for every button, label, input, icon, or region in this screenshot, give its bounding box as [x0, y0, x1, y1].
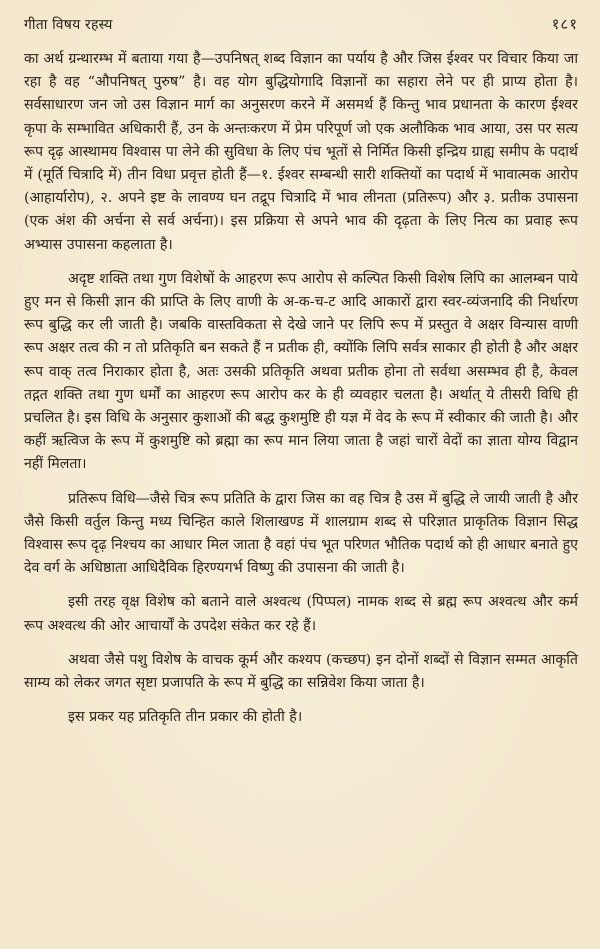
- paragraph-3: प्रतिरूप विधि—जैसे चित्र रूप प्रतिति के द्वारा जिस का वह चित्र है उस में बुद्धि ले जायी जाती है और जैसे किसी वर्तुल किन्तु मध्य चिन्हित काले शिलाखण्ड में शालग्राम शब्द से परिज्ञात प्राकृतिक विज्ञान सिद्ध विश्वास रूप दृढ़ निश्चय का आधार मिल जाता है वहां पंच भूत परिणत भौतिक पदार्थ को ही आधार बनाते हुए देव वर्ग के अधिष्ठाता आधिदैविक हिरण्यगर्भ विष्णु की उपासना की जाती है।: [24, 490, 578, 577]
- paragraph-4: इसी तरह वृक्ष विशेष को बताने वाले अश्वत्थ (पिप्पल) नामक शब्द से ब्रह्म रूप अश्वत्थ और कर्म रूप अश्वत्थ की ओर आचार्यों के उपदेश संकेत कर रहे हैं।: [24, 594, 578, 634]
- paragraph-5: अथवा जैसे पशु विशेष के वाचक कूर्म और कश्यप (कच्छप) इन दोनों शब्दों से विज्ञान सम्मत आकृति साम्य को लेकर जगत सृष्टा प्रजापति के रूप में बुद्धि का सन्निवेश किया जाता है।: [24, 651, 578, 692]
- paragraph-2: अदृष्ट शक्ति तथा गुण विशेषों के आहरण रूप आरोप से कल्पित किसी विशेष लिपि का आलम्बन पाये हुए मन से किसी ज्ञान की प्राप्ति के लिए वाणी के अ-क-च-ट आदि आकारों द्वारा स्वर-व्यंजनादि की निर्धारण रूप बुद्धि कर ली जाती है। जबकि वास्तविकता से देखे जाने पर लिपि रूप में प्रस्तुत वे अक्षर विन्यास वाणी रूप अक्षर तत्व की न तो प्रतिकृति बन सकते हैं न प्रतीक ही, क्योंकि लिपि सर्वत्र साकार ही होती है और अक्षर रूप वाक् तत्व निराकार होता है, अतः उसकी प्रतिकृति अथवा प्रतीक होना तो सर्वथा असम्भव ही है, केवल तद्गत शक्ति तथा गुण धर्मों का आहरण रूप आरोप कर के ही व्यवहार चलता है। अर्थात् ये तीसरी विधि ही प्रचलित है। इस विधि के अनुसार कुशाओं की बद्ध कुशमुष्टि ही यज्ञ में वेद के रूप में स्वीकार की जाती है। और कहीं ऋत्विज के रूप में कुशमुष्टि को ब्रह्मा का रूप मान लिया जाता है जहां चारों वेदों का ज्ञाता योग्य विद्वान नहीं मिलता।: [24, 270, 578, 473]
- running-title: गीता विषय रहस्य: [24, 17, 113, 33]
- page-header: [24, 14, 578, 40]
- page-body: [24, 48, 578, 729]
- page-number: १८१: [551, 15, 578, 33]
- paragraph-1: का अर्थ ग्रन्थारम्भ में बताया गया है—उपनिषत् शब्द विज्ञान का पर्याय है और जिस ईश्वर पर विचार किया जा रहा है वह “औपनिषत् पुरुष” है। वह योग बुद्धियोगादि विज्ञानों का सहारा लेने पर ही प्राप्य होता है। सर्वसाधारण जन जो उस विज्ञान मार्ग का अनुसरण करने में असमर्थ हैं किन्तु भाव प्रधानता के कारण ईश्वर कृपा के सम्भावित अधिकारी हैं, उन के अन्तःकरण में प्रेम परिपूर्ण जो एक अलौकिक भाव आया, उस पर सत्य रूप दृढ़ आस्थामय विश्वास पा लेने की सुविधा के लिए पंच भूतों से निर्मित किसी इन्द्रिय ग्राह्य समीप के पदार्थ में (मूर्ति चित्रादि में) तीन विधा प्रवृत्त होती हैं—१. ईश्वर सम्बन्धी सारी शक्तियों का पदार्थ में भावात्मक आरोप (आहार्यारोप), २. अपने इष्ट के लावण्य घन तद्रूप चित्रादि में भाव लीनता (प्रतिरूप) और ३. प्रतीक उपासना (एक अंश की अर्चना से सर्व अर्चना)। इस प्रक्रिया से अपने भाव की दृढ़ता के लिए नित्य का प्रवाह रूप अभ्यास उपासना कहलाता है।: [24, 51, 578, 253]
- paragraph-6: इस प्रकर यह प्रतिकृति तीन प्रकार की होती है।: [68, 709, 303, 726]
